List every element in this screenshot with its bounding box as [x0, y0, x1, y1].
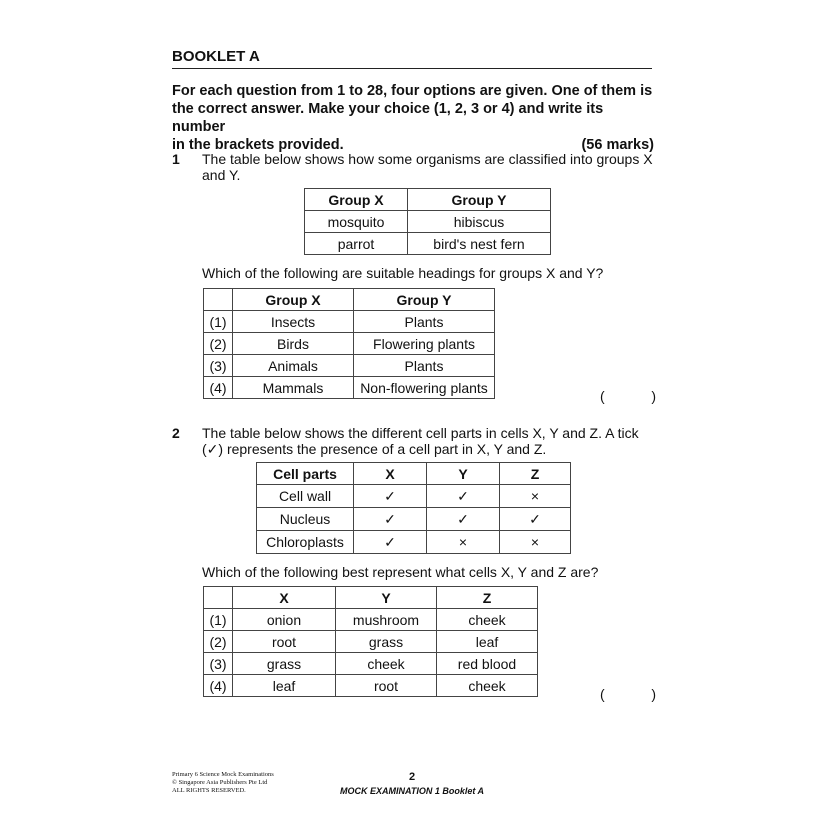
q1-options-table [203, 288, 495, 399]
q2-mark: ✓ [354, 508, 427, 531]
footer-copyright [172, 771, 274, 795]
q2-mark: ✓ [427, 485, 500, 508]
q2-cell-part-name: Chloroplasts [257, 531, 354, 554]
q2-option-cell: root [336, 675, 437, 697]
q2-options-table [203, 586, 538, 697]
q2-option-cell: grass [233, 653, 336, 675]
q2-option-cell: leaf [233, 675, 336, 697]
q2-mark: ✓ [354, 485, 427, 508]
question-1-prompt: Which of the following are suitable headings for groups X and Y? [202, 265, 604, 281]
q2-cell-parts-table [256, 462, 571, 554]
q1-classification-table [304, 188, 551, 255]
question-2-text: The table below shows the different cell parts in cells X, Y and Z. A tick (✓) represents the presence of a cell part in X, Y and Z. [202, 425, 639, 457]
q1-option-cell: Insects [233, 311, 354, 333]
q2-bracket-close: ) [651, 686, 656, 702]
q2-mark: ✓ [500, 508, 571, 531]
q2-options-header-y: Y [336, 587, 437, 609]
q2-header-x: X [354, 463, 427, 485]
footer-exam-title: MOCK EXAMINATION 1 Booklet A [339, 786, 484, 796]
q2-answer-brackets[interactable] [600, 686, 656, 702]
q2-cell-part-name: Cell wall [257, 485, 354, 508]
q2-option-cell: grass [336, 631, 437, 653]
q1-option-cell: Non-flowering plants [354, 377, 495, 399]
instructions-line-1: For each question from 1 to 28, four options are given. One of them is [172, 83, 653, 99]
instructions [172, 82, 654, 154]
question-2-number: 2 [172, 425, 180, 441]
page-number: 2 [408, 771, 416, 783]
instructions-line-2: the correct answer. Make your choice (1, 2, 3 or 4) and write its number [172, 101, 604, 135]
q1-bracket-open: ( [600, 388, 605, 404]
q2-header-cell-parts: Cell parts [257, 463, 354, 485]
q2-option-label: (3) [204, 653, 233, 675]
footer-line-2: © Singapore Asia Publishers Pte Ltd [172, 779, 268, 786]
q1-option-label: (4) [204, 377, 233, 399]
question-1-number: 1 [172, 151, 180, 167]
q1-option-cell: Flowering plants [354, 333, 495, 355]
q2-header-z: Z [500, 463, 571, 485]
q2-option-cell: onion [233, 609, 336, 631]
q1-option-label: (3) [204, 355, 233, 377]
q2-option-label: (1) [204, 609, 233, 631]
booklet-title: BOOKLET A [172, 48, 260, 65]
q1-option-label: (2) [204, 333, 233, 355]
q2-option-cell: cheek [336, 653, 437, 675]
q1-cell: mosquito [305, 211, 408, 233]
q1-bracket-close: ) [651, 388, 656, 404]
footer-line-1: Primary 6 Science Mock Examinations [172, 771, 274, 778]
q2-option-label: (2) [204, 631, 233, 653]
q1-header-group-x: Group X [305, 189, 408, 211]
q1-options-header-x: Group X [233, 289, 354, 311]
q2-option-cell: red blood [437, 653, 538, 675]
q2-option-cell: cheek [437, 675, 538, 697]
q1-option-cell: Animals [233, 355, 354, 377]
q2-option-cell: mushroom [336, 609, 437, 631]
q2-mark: × [500, 531, 571, 554]
question-1-text: The table below shows how some organisms are classified into groups X and Y. [202, 151, 653, 183]
q1-option-label: (1) [204, 311, 233, 333]
q2-bracket-open: ( [600, 686, 605, 702]
q1-option-cell: Plants [354, 355, 495, 377]
q1-answer-brackets[interactable] [600, 388, 656, 404]
q1-option-cell: Birds [233, 333, 354, 355]
instructions-line-3-text: in the brackets provided. [172, 137, 344, 153]
q2-option-cell: leaf [437, 631, 538, 653]
q2-mark: ✓ [354, 531, 427, 554]
q2-options-header-blank [204, 587, 233, 609]
q2-option-cell: root [233, 631, 336, 653]
q2-mark: ✓ [427, 508, 500, 531]
q2-cell-part-name: Nucleus [257, 508, 354, 531]
total-marks: (56 marks) [581, 137, 654, 153]
q2-options-header-z: Z [437, 587, 538, 609]
q2-mark: × [427, 531, 500, 554]
q1-header-group-y: Group Y [408, 189, 551, 211]
q1-options-header-blank [204, 289, 233, 311]
q2-option-cell: cheek [437, 609, 538, 631]
q1-cell: parrot [305, 233, 408, 255]
title-rule [172, 68, 652, 69]
q1-option-cell: Plants [354, 311, 495, 333]
q2-mark: × [500, 485, 571, 508]
q2-header-y: Y [427, 463, 500, 485]
q2-options-header-x: X [233, 587, 336, 609]
q1-options-header-y: Group Y [354, 289, 495, 311]
q1-option-cell: Mammals [233, 377, 354, 399]
q1-cell: bird's nest fern [408, 233, 551, 255]
question-2-prompt: Which of the following best represent what cells X, Y and Z are? [202, 564, 599, 580]
q1-cell: hibiscus [408, 211, 551, 233]
footer-line-3: ALL RIGHTS RESERVED. [172, 787, 246, 794]
q2-option-label: (4) [204, 675, 233, 697]
